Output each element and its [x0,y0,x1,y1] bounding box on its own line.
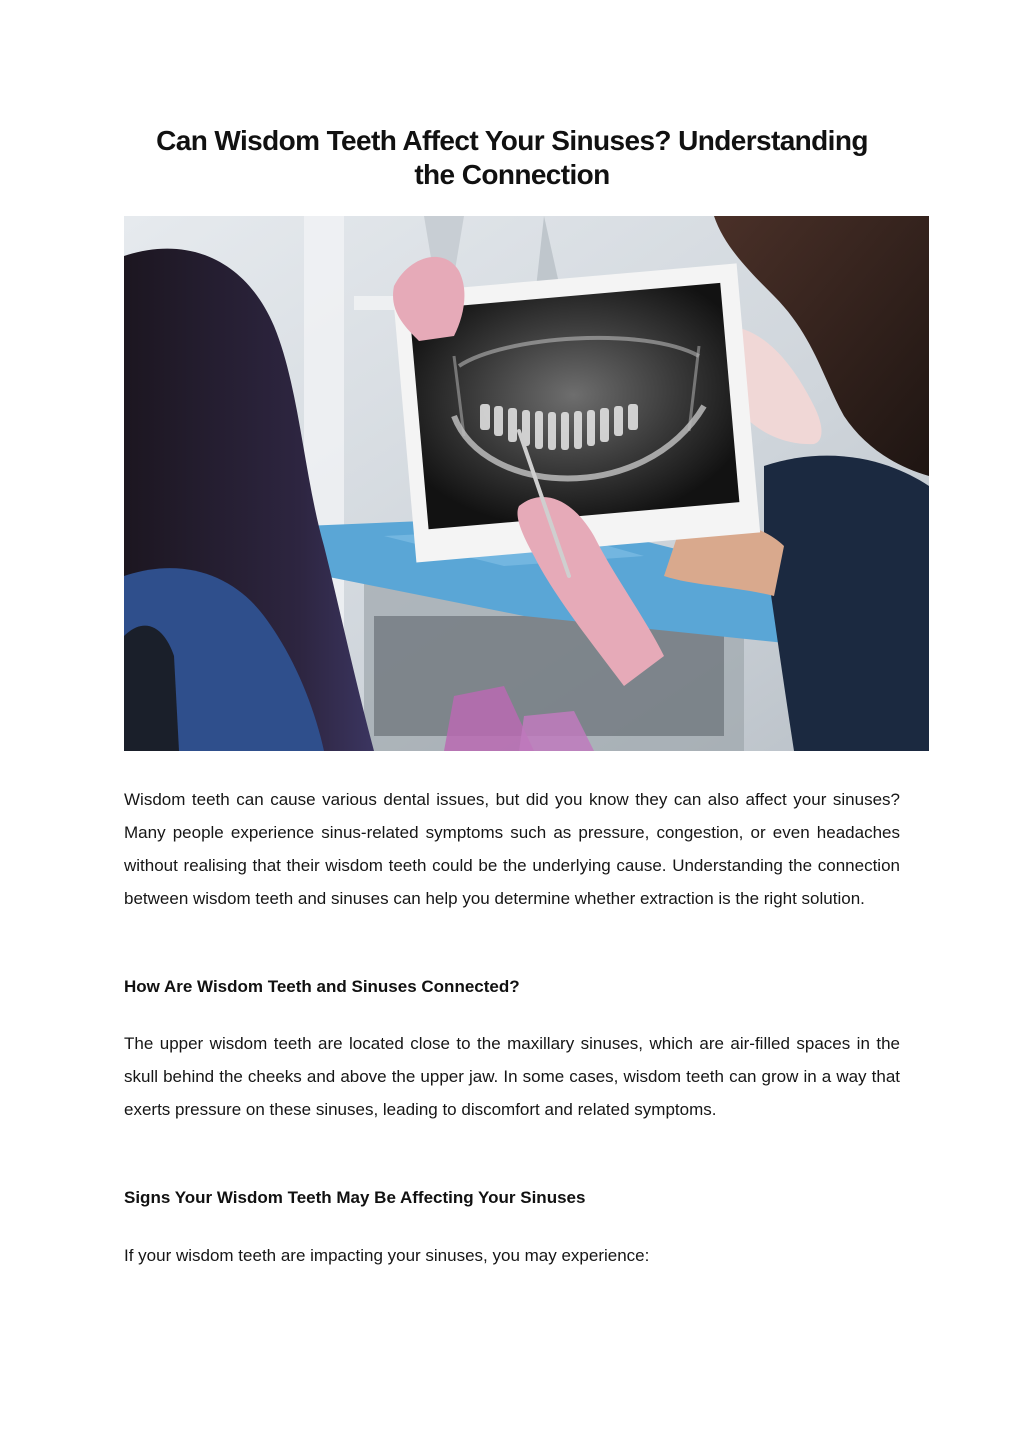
page-title [124,124,900,192]
page-title-line-1: Can Wisdom Teeth Affect Your Sinuses? Understanding [156,125,868,156]
intro-paragraph: Wisdom teeth can cause various dental issues, but did you know they can also affect your sinuses? Many people experience sinus-related symptoms such as pressure, congestion, or even headaches without realising that their wisdom teeth could be the underlying cause. Understanding the connection between wisdom teeth and sinuses can help you determine whether extraction is the right solution. [124,790,900,908]
dentist-scrubs [764,456,929,751]
connection-paragraph: The upper wisdom teeth are located close to the maxillary sinuses, which are air-filled spaces in the skull behind the cheeks and above the upper jaw. In some cases, wisdom teeth can grow in a way that exerts pressure on these sinuses, leading to discomfort and related symptoms. [124,1034,900,1119]
hero-image [124,216,929,751]
section-heading-connection: How Are Wisdom Teeth and Sinuses Connected? [124,977,520,996]
dental-xray-photo [124,216,929,751]
section-heading-signs: Signs Your Wisdom Teeth May Be Affecting Your Sinuses [124,1188,586,1207]
page-title-line-2: the Connection [414,159,610,190]
signs-intro-paragraph: If your wisdom teeth are impacting your sinuses, you may experience: [124,1246,650,1265]
